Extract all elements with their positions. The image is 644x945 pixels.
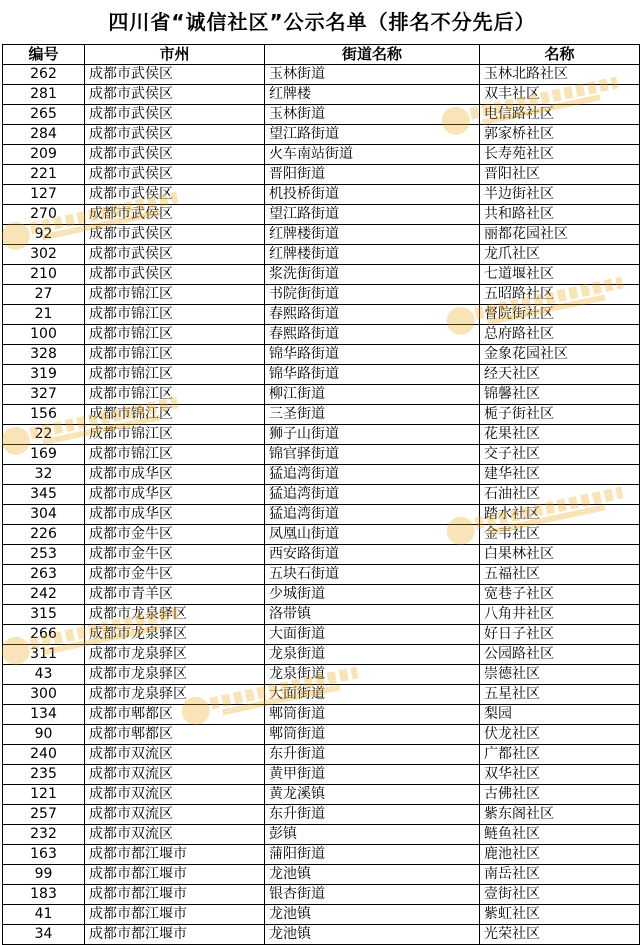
row-street: 洛带镇 <box>265 605 480 625</box>
row-city: 成都市金牛区 <box>85 565 265 585</box>
row-id: 32 <box>3 465 85 485</box>
row-id: 21 <box>3 305 85 325</box>
row-street: 黄龙溪镇 <box>265 785 480 805</box>
table-row <box>3 225 640 245</box>
table-row <box>3 325 640 345</box>
row-name: 花果社区 <box>480 425 640 445</box>
row-city: 成都市锦江区 <box>85 445 265 465</box>
row-name: 白果林社区 <box>480 545 640 565</box>
row-street: 锦官驿街道 <box>265 445 480 465</box>
row-id: 281 <box>3 85 85 105</box>
row-street: 春熙路街道 <box>265 325 480 345</box>
row-city: 成都市金牛区 <box>85 545 265 565</box>
table-row <box>3 145 640 165</box>
row-city: 成都市成华区 <box>85 485 265 505</box>
row-name: 交子社区 <box>480 445 640 465</box>
table-row <box>3 185 640 205</box>
table-row <box>3 445 640 465</box>
row-street: 晋阳街道 <box>265 165 480 185</box>
row-street: 少城街道 <box>265 585 480 605</box>
row-street: 郫筒街道 <box>265 725 480 745</box>
table-row <box>3 85 640 105</box>
row-street: 锦华路街道 <box>265 345 480 365</box>
table-row <box>3 545 640 565</box>
row-id: 315 <box>3 605 85 625</box>
row-city: 成都市武侯区 <box>85 85 265 105</box>
row-street: 猛追湾街道 <box>265 505 480 525</box>
row-id: 121 <box>3 785 85 805</box>
row-id: 311 <box>3 645 85 665</box>
column-header-street: 街道名称 <box>265 45 480 65</box>
row-id: 209 <box>3 145 85 165</box>
row-street: 浆洗街街道 <box>265 265 480 285</box>
table-row <box>3 605 640 625</box>
row-id: 328 <box>3 345 85 365</box>
row-street: 蒲阳街道 <box>265 845 480 865</box>
row-id: 240 <box>3 745 85 765</box>
row-street: 彭镇 <box>265 825 480 845</box>
table-row <box>3 645 640 665</box>
table-row <box>3 265 640 285</box>
row-name: 双华社区 <box>480 765 640 785</box>
table-row <box>3 425 640 445</box>
table-row <box>3 205 640 225</box>
row-name: 广都社区 <box>480 745 640 765</box>
row-id: 92 <box>3 225 85 245</box>
row-city: 成都市武侯区 <box>85 265 265 285</box>
table-row <box>3 905 640 925</box>
row-city: 成都市龙泉驿区 <box>85 645 265 665</box>
row-name: 古佛社区 <box>480 785 640 805</box>
row-street: 望江路街道 <box>265 125 480 145</box>
row-street: 狮子山街道 <box>265 425 480 445</box>
row-id: 34 <box>3 925 85 945</box>
row-city: 成都市都江堰市 <box>85 845 265 865</box>
table-row <box>3 305 640 325</box>
row-city: 成都市都江堰市 <box>85 865 265 885</box>
row-id: 226 <box>3 525 85 545</box>
row-city: 成都市龙泉驿区 <box>85 685 265 705</box>
table-header-row <box>3 45 640 65</box>
row-city: 成都市郫都区 <box>85 705 265 725</box>
row-street: 猛追湾街道 <box>265 485 480 505</box>
table-row <box>3 865 640 885</box>
row-id: 22 <box>3 425 85 445</box>
row-city: 成都市武侯区 <box>85 225 265 245</box>
row-street: 大面街道 <box>265 685 480 705</box>
row-city: 成都市锦江区 <box>85 325 265 345</box>
row-city: 成都市锦江区 <box>85 385 265 405</box>
table-row <box>3 685 640 705</box>
row-city: 成都市武侯区 <box>85 145 265 165</box>
table-body <box>3 65 640 945</box>
row-city: 成都市锦江区 <box>85 405 265 425</box>
row-street: 龙泉街道 <box>265 645 480 665</box>
community-list-table <box>2 44 640 945</box>
row-city: 成都市锦江区 <box>85 285 265 305</box>
row-name: 晋阳社区 <box>480 165 640 185</box>
row-city: 成都市武侯区 <box>85 165 265 185</box>
row-id: 221 <box>3 165 85 185</box>
row-city: 成都市武侯区 <box>85 105 265 125</box>
row-name: 半边街社区 <box>480 185 640 205</box>
table-row <box>3 785 640 805</box>
row-id: 345 <box>3 485 85 505</box>
row-city: 成都市成华区 <box>85 465 265 485</box>
row-name: 七道堰社区 <box>480 265 640 285</box>
row-id: 257 <box>3 805 85 825</box>
table-row <box>3 385 640 405</box>
row-city: 成都市龙泉驿区 <box>85 665 265 685</box>
table-row <box>3 885 640 905</box>
row-street: 东升街道 <box>265 805 480 825</box>
row-name: 石油社区 <box>480 485 640 505</box>
row-name: 督院街社区 <box>480 305 640 325</box>
row-city: 成都市金牛区 <box>85 525 265 545</box>
row-id: 127 <box>3 185 85 205</box>
row-name: 总府路社区 <box>480 325 640 345</box>
row-name: 宽巷子社区 <box>480 585 640 605</box>
row-street: 龙池镇 <box>265 865 480 885</box>
row-city: 成都市双流区 <box>85 825 265 845</box>
row-name: 南岳社区 <box>480 865 640 885</box>
row-name: 五星社区 <box>480 685 640 705</box>
row-city: 成都市双流区 <box>85 745 265 765</box>
row-city: 成都市都江堰市 <box>85 905 265 925</box>
row-id: 266 <box>3 625 85 645</box>
row-street: 红牌楼街道 <box>265 225 480 245</box>
row-street: 玉林街道 <box>265 65 480 85</box>
column-header-city: 市州 <box>85 45 265 65</box>
row-id: 284 <box>3 125 85 145</box>
row-name: 栀子街社区 <box>480 405 640 425</box>
row-id: 210 <box>3 265 85 285</box>
document-title: 四川省“诚信社区”公示名单（排名不分先后） <box>108 10 536 34</box>
row-name: 电信路社区 <box>480 105 640 125</box>
table-row <box>3 805 640 825</box>
row-id: 169 <box>3 445 85 465</box>
row-street: 玉林街道 <box>265 105 480 125</box>
row-street: 春熙路街道 <box>265 305 480 325</box>
row-street: 西安路街道 <box>265 545 480 565</box>
row-name: 好日子社区 <box>480 625 640 645</box>
row-street: 红牌楼 <box>265 85 480 105</box>
row-street: 三圣街道 <box>265 405 480 425</box>
row-street: 银杏街道 <box>265 885 480 905</box>
row-street: 东升街道 <box>265 745 480 765</box>
row-city: 成都市锦江区 <box>85 305 265 325</box>
row-city: 成都市武侯区 <box>85 205 265 225</box>
table-row <box>3 665 640 685</box>
row-id: 100 <box>3 325 85 345</box>
row-street: 大面街道 <box>265 625 480 645</box>
table-row <box>3 765 640 785</box>
row-city: 成都市锦江区 <box>85 425 265 445</box>
row-name: 玉林北路社区 <box>480 65 640 85</box>
row-city: 成都市青羊区 <box>85 585 265 605</box>
row-name: 锦馨社区 <box>480 385 640 405</box>
row-street: 火车南站街道 <box>265 145 480 165</box>
row-id: 134 <box>3 705 85 725</box>
row-city: 成都市武侯区 <box>85 245 265 265</box>
table-row <box>3 245 640 265</box>
row-name: 鹿池社区 <box>480 845 640 865</box>
row-name: 龙爪社区 <box>480 245 640 265</box>
row-id: 327 <box>3 385 85 405</box>
row-city: 成都市成华区 <box>85 505 265 525</box>
row-street: 龙池镇 <box>265 905 480 925</box>
row-name: 郭家桥社区 <box>480 125 640 145</box>
table-row <box>3 705 640 725</box>
row-city: 成都市武侯区 <box>85 65 265 85</box>
row-id: 41 <box>3 905 85 925</box>
row-street: 猛追湾街道 <box>265 465 480 485</box>
row-name: 崇德社区 <box>480 665 640 685</box>
row-name: 紫东阁社区 <box>480 805 640 825</box>
table-row <box>3 125 640 145</box>
row-name: 伏龙社区 <box>480 725 640 745</box>
table-row <box>3 925 640 945</box>
row-street: 凤凰山街道 <box>265 525 480 545</box>
row-id: 262 <box>3 65 85 85</box>
row-id: 235 <box>3 765 85 785</box>
row-id: 43 <box>3 665 85 685</box>
table-row <box>3 625 640 645</box>
row-id: 183 <box>3 885 85 905</box>
row-id: 302 <box>3 245 85 265</box>
row-id: 300 <box>3 685 85 705</box>
row-city: 成都市双流区 <box>85 805 265 825</box>
table-row <box>3 825 640 845</box>
row-street: 锦华路街道 <box>265 365 480 385</box>
row-name: 建华社区 <box>480 465 640 485</box>
row-city: 成都市锦江区 <box>85 365 265 385</box>
row-city: 成都市龙泉驿区 <box>85 605 265 625</box>
table-row <box>3 165 640 185</box>
row-street: 机投桥街道 <box>265 185 480 205</box>
column-header-id: 编号 <box>3 45 85 65</box>
row-id: 319 <box>3 365 85 385</box>
table-row <box>3 485 640 505</box>
row-street: 郫筒街道 <box>265 705 480 725</box>
table-row <box>3 105 640 125</box>
row-street: 红牌楼街道 <box>265 245 480 265</box>
row-street: 书院街街道 <box>265 285 480 305</box>
table-row <box>3 345 640 365</box>
row-city: 成都市武侯区 <box>85 185 265 205</box>
row-name: 长寿苑社区 <box>480 145 640 165</box>
row-city: 成都市龙泉驿区 <box>85 625 265 645</box>
row-city: 成都市锦江区 <box>85 345 265 365</box>
row-id: 27 <box>3 285 85 305</box>
table-row <box>3 845 640 865</box>
row-street: 黄甲街道 <box>265 765 480 785</box>
row-street: 柳江街道 <box>265 385 480 405</box>
row-id: 242 <box>3 585 85 605</box>
row-name: 紫虹社区 <box>480 905 640 925</box>
row-id: 265 <box>3 105 85 125</box>
row-id: 156 <box>3 405 85 425</box>
row-id: 270 <box>3 205 85 225</box>
row-name: 丽都花园社区 <box>480 225 640 245</box>
table-row <box>3 725 640 745</box>
row-name: 公园路社区 <box>480 645 640 665</box>
table-row <box>3 465 640 485</box>
row-id: 232 <box>3 825 85 845</box>
table-row <box>3 745 640 765</box>
row-street: 龙泉街道 <box>265 665 480 685</box>
row-id: 99 <box>3 865 85 885</box>
table-row <box>3 525 640 545</box>
row-name: 梨园 <box>480 705 640 725</box>
row-name: 光荣社区 <box>480 925 640 945</box>
row-name: 金象花园社区 <box>480 345 640 365</box>
row-name: 金韦社区 <box>480 525 640 545</box>
table-row <box>3 365 640 385</box>
table-row <box>3 65 640 85</box>
row-city: 成都市都江堰市 <box>85 885 265 905</box>
row-city: 成都市都江堰市 <box>85 925 265 945</box>
row-name: 壹街社区 <box>480 885 640 905</box>
table-row <box>3 505 640 525</box>
row-name: 共和路社区 <box>480 205 640 225</box>
column-header-name: 名称 <box>480 45 640 65</box>
row-street: 五块石街道 <box>265 565 480 585</box>
row-street: 望江路街道 <box>265 205 480 225</box>
row-id: 253 <box>3 545 85 565</box>
row-name: 经天社区 <box>480 365 640 385</box>
row-city: 成都市双流区 <box>85 765 265 785</box>
row-id: 263 <box>3 565 85 585</box>
row-name: 五昭路社区 <box>480 285 640 305</box>
row-street: 龙池镇 <box>265 925 480 945</box>
row-name: 五福社区 <box>480 565 640 585</box>
table-row <box>3 565 640 585</box>
row-city: 成都市郫都区 <box>85 725 265 745</box>
table-row <box>3 285 640 305</box>
table-row <box>3 585 640 605</box>
row-name: 踏水社区 <box>480 505 640 525</box>
row-id: 304 <box>3 505 85 525</box>
row-id: 163 <box>3 845 85 865</box>
row-city: 成都市双流区 <box>85 785 265 805</box>
table-row <box>3 405 640 425</box>
row-city: 成都市武侯区 <box>85 125 265 145</box>
row-name: 鲢鱼社区 <box>480 825 640 845</box>
row-name: 双丰社区 <box>480 85 640 105</box>
row-name: 八角井社区 <box>480 605 640 625</box>
row-id: 90 <box>3 725 85 745</box>
